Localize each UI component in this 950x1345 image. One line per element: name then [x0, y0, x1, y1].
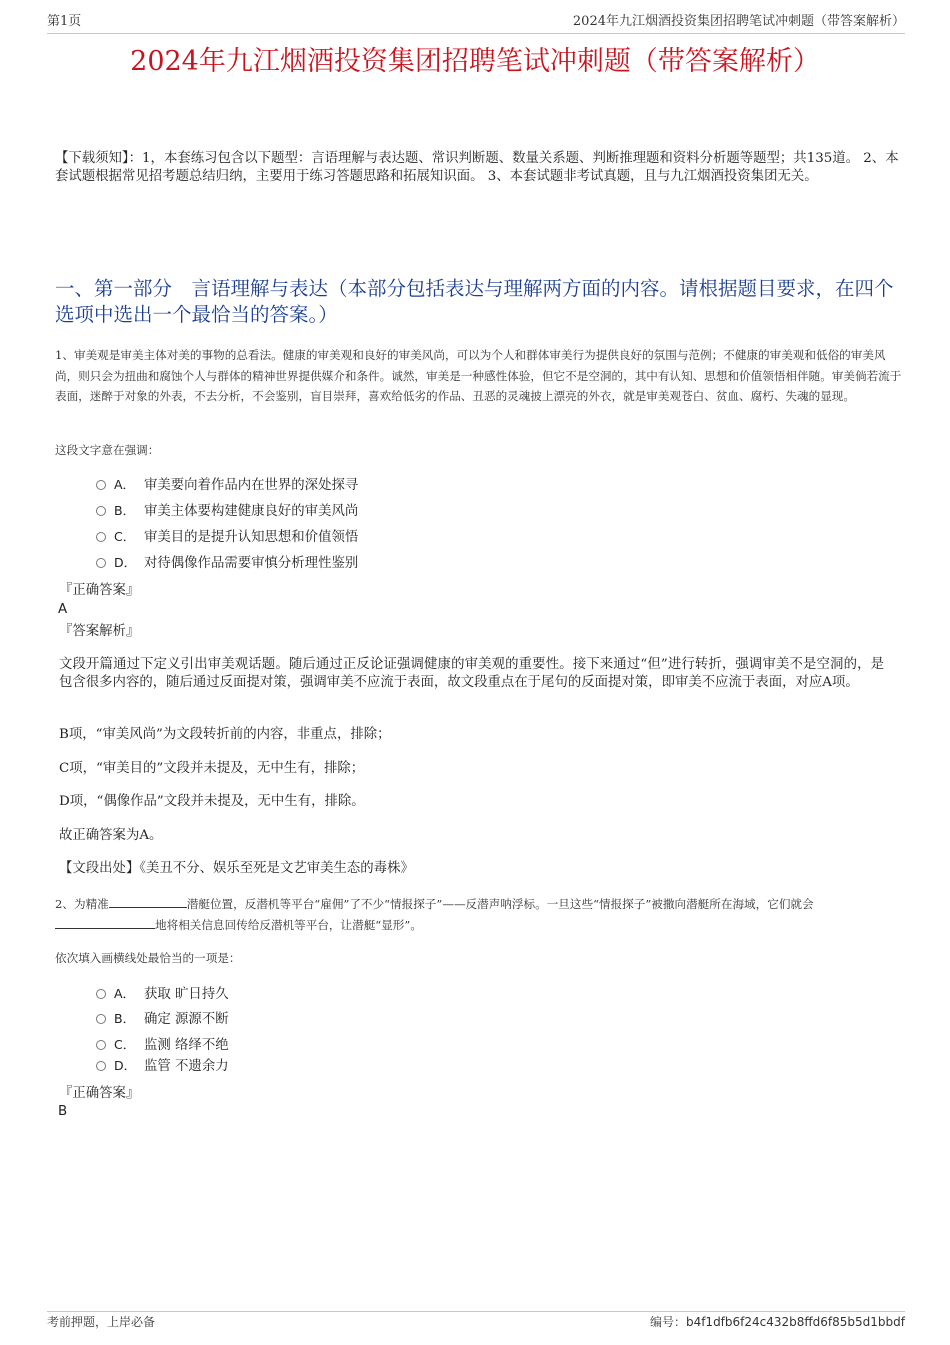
- option-text: 对待偶像作品需要审慎分析理性鉴别: [144, 556, 359, 571]
- option-text: 审美主体要构建健康良好的审美风尚: [144, 504, 359, 519]
- option-letter: A．: [114, 477, 136, 492]
- question-1-option-c[interactable]: [96, 526, 358, 548]
- question-2-option-c[interactable]: [96, 1034, 229, 1056]
- option-letter: C．: [114, 529, 136, 544]
- question-1-answer: A: [58, 602, 68, 617]
- question-2-prompt: 依次填入画横线处最恰当的一项是：: [55, 951, 241, 965]
- option-text: 监测 络绎不绝: [144, 1038, 229, 1053]
- question-1-analysis-main: 文段开篇通过下定义引出审美观话题。随后通过正反论证强调健康的审美观的重要性。接下来通过“但”进行转折，强调审美不是空洞的，是包含很多内容的，随后通过反面提对策，强调审美不应流于表面，故文段重点在于尾句的反面提对策，即审美不应流于表面，对应A项。: [59, 657, 884, 690]
- footer-code: [650, 1314, 905, 1330]
- question-1-analysis-c: C项，“审美目的”文段并未提及，无中生有，排除；: [59, 761, 365, 776]
- stem-text: 潜艇位置，反潜机等平台“雇佣”了不少“情报探子”——反潜声呐浮标。一旦这些“情报探子”被撒向潜艇所在海域，它们就会: [186, 897, 814, 911]
- question-1-option-d[interactable]: [96, 552, 358, 574]
- question-1-source: 【文段出处】《美丑不分、娱乐至死是文艺审美生态的毒株》: [59, 861, 414, 876]
- option-letter: D．: [114, 555, 137, 570]
- question-2-answer-label: 『正确答案』: [59, 1086, 140, 1101]
- option-text: 监管 不遗余力: [144, 1059, 229, 1074]
- radio-icon[interactable]: [96, 480, 106, 490]
- option-letter: C．: [114, 1037, 136, 1052]
- question-1-stem: 1、审美观是审美主体对美的事物的总看法。健康的审美观和良好的审美风尚，可以为个人和群体审美行为提供良好的氛围与范例；不健康的审美观和低俗的审美风尚，则只会为扭曲和腐蚀个人与群体的精神世界提供媒介和条件。诚然，审美是一种感性体验，但它不是空洞的，其中有认知、思想和价值领悟相伴随。审美倘若流于表面，迷醉于对象的外表，不去分析，不会鉴别，盲目崇拜，喜欢给低劣的作品、丑恶的灵魂披上漂亮的外衣，就是审美观苍白、贫血、腐朽、失魂的显现。: [55, 348, 902, 403]
- option-text: 确定 源源不断: [144, 1012, 229, 1027]
- radio-icon[interactable]: [96, 989, 106, 999]
- question-1-analysis-b: B项，“审美风尚”为文段转折前的内容，非重点，排除；: [59, 727, 391, 742]
- question-1-option-a[interactable]: [96, 474, 358, 496]
- footer-code-label: 编号：: [649, 1315, 686, 1329]
- radio-icon[interactable]: [96, 506, 106, 516]
- header-doc-title: 2024年九江烟酒投资集团招聘笔试冲刺题（带答案解析）: [572, 14, 905, 29]
- option-letter: D．: [114, 1058, 137, 1073]
- option-text: 获取 旷日持久: [144, 987, 229, 1002]
- option-letter: B．: [114, 503, 136, 518]
- radio-icon[interactable]: [96, 1014, 106, 1024]
- radio-icon[interactable]: [96, 1040, 106, 1050]
- question-2-stem: [55, 894, 905, 935]
- question-1-analysis-label: 『答案解析』: [59, 624, 140, 639]
- radio-icon[interactable]: [96, 1061, 106, 1071]
- question-2-option-a[interactable]: [96, 983, 229, 1005]
- stem-text: 2、为精准: [55, 897, 109, 911]
- footer-slogan: 考前押题，上岸必备: [47, 1315, 156, 1329]
- question-1-answer-label: 『正确答案』: [59, 583, 140, 598]
- question-1-prompt: 这段文字意在强调：: [55, 443, 160, 457]
- radio-icon[interactable]: [96, 532, 106, 542]
- footer-divider: [47, 1311, 905, 1312]
- question-1-conclusion: 故正确答案为A。: [59, 828, 163, 843]
- option-text: 审美目的是提升认知思想和价值领悟: [144, 530, 359, 545]
- footer-code-value: b4f1dfb6f24c432b8ffd6f85b5d1bbdf: [685, 1315, 905, 1329]
- page-number: 第1页: [47, 14, 82, 29]
- fill-blank-1: [109, 895, 187, 908]
- radio-icon[interactable]: [96, 558, 106, 568]
- question-2-option-b[interactable]: [96, 1008, 229, 1030]
- option-text: 审美要向着作品内在世界的深处探寻: [144, 478, 359, 493]
- fill-blank-2: [55, 916, 155, 929]
- page-title: 2024年九江烟酒投资集团招聘笔试冲刺题（带答案解析）: [130, 46, 820, 77]
- section-heading: 一、第一部分 言语理解与表达（本部分包括表达与理解两方面的内容。请根据题目要求，在四个选项中选出一个最恰当的答案。）: [55, 277, 894, 326]
- option-letter: B．: [114, 1011, 136, 1026]
- question-2-answer: B: [58, 1104, 68, 1119]
- question-1-option-b[interactable]: [96, 500, 358, 522]
- stem-text: 地将相关信息回传给反潜机等平台，让潜艇“显形”。: [155, 917, 422, 932]
- header-divider: [47, 33, 905, 34]
- question-1-analysis-d: D项，“偶像作品”文段并未提及，无中生有，排除。: [59, 794, 365, 809]
- download-notice: 【下载须知】：1，本套练习包含以下题型：言语理解与表达题、常识判断题、数量关系题、判断推理题和资料分析题等题型；共135道。 2、本套试题根据常见招考题总结归纳，主要用于练习答题思路和拓展知识面。 3、本套试题非考试真题，且与九江烟酒投资集团无关。: [55, 151, 899, 184]
- option-letter: A．: [114, 986, 136, 1001]
- question-2-option-d[interactable]: [96, 1055, 229, 1077]
